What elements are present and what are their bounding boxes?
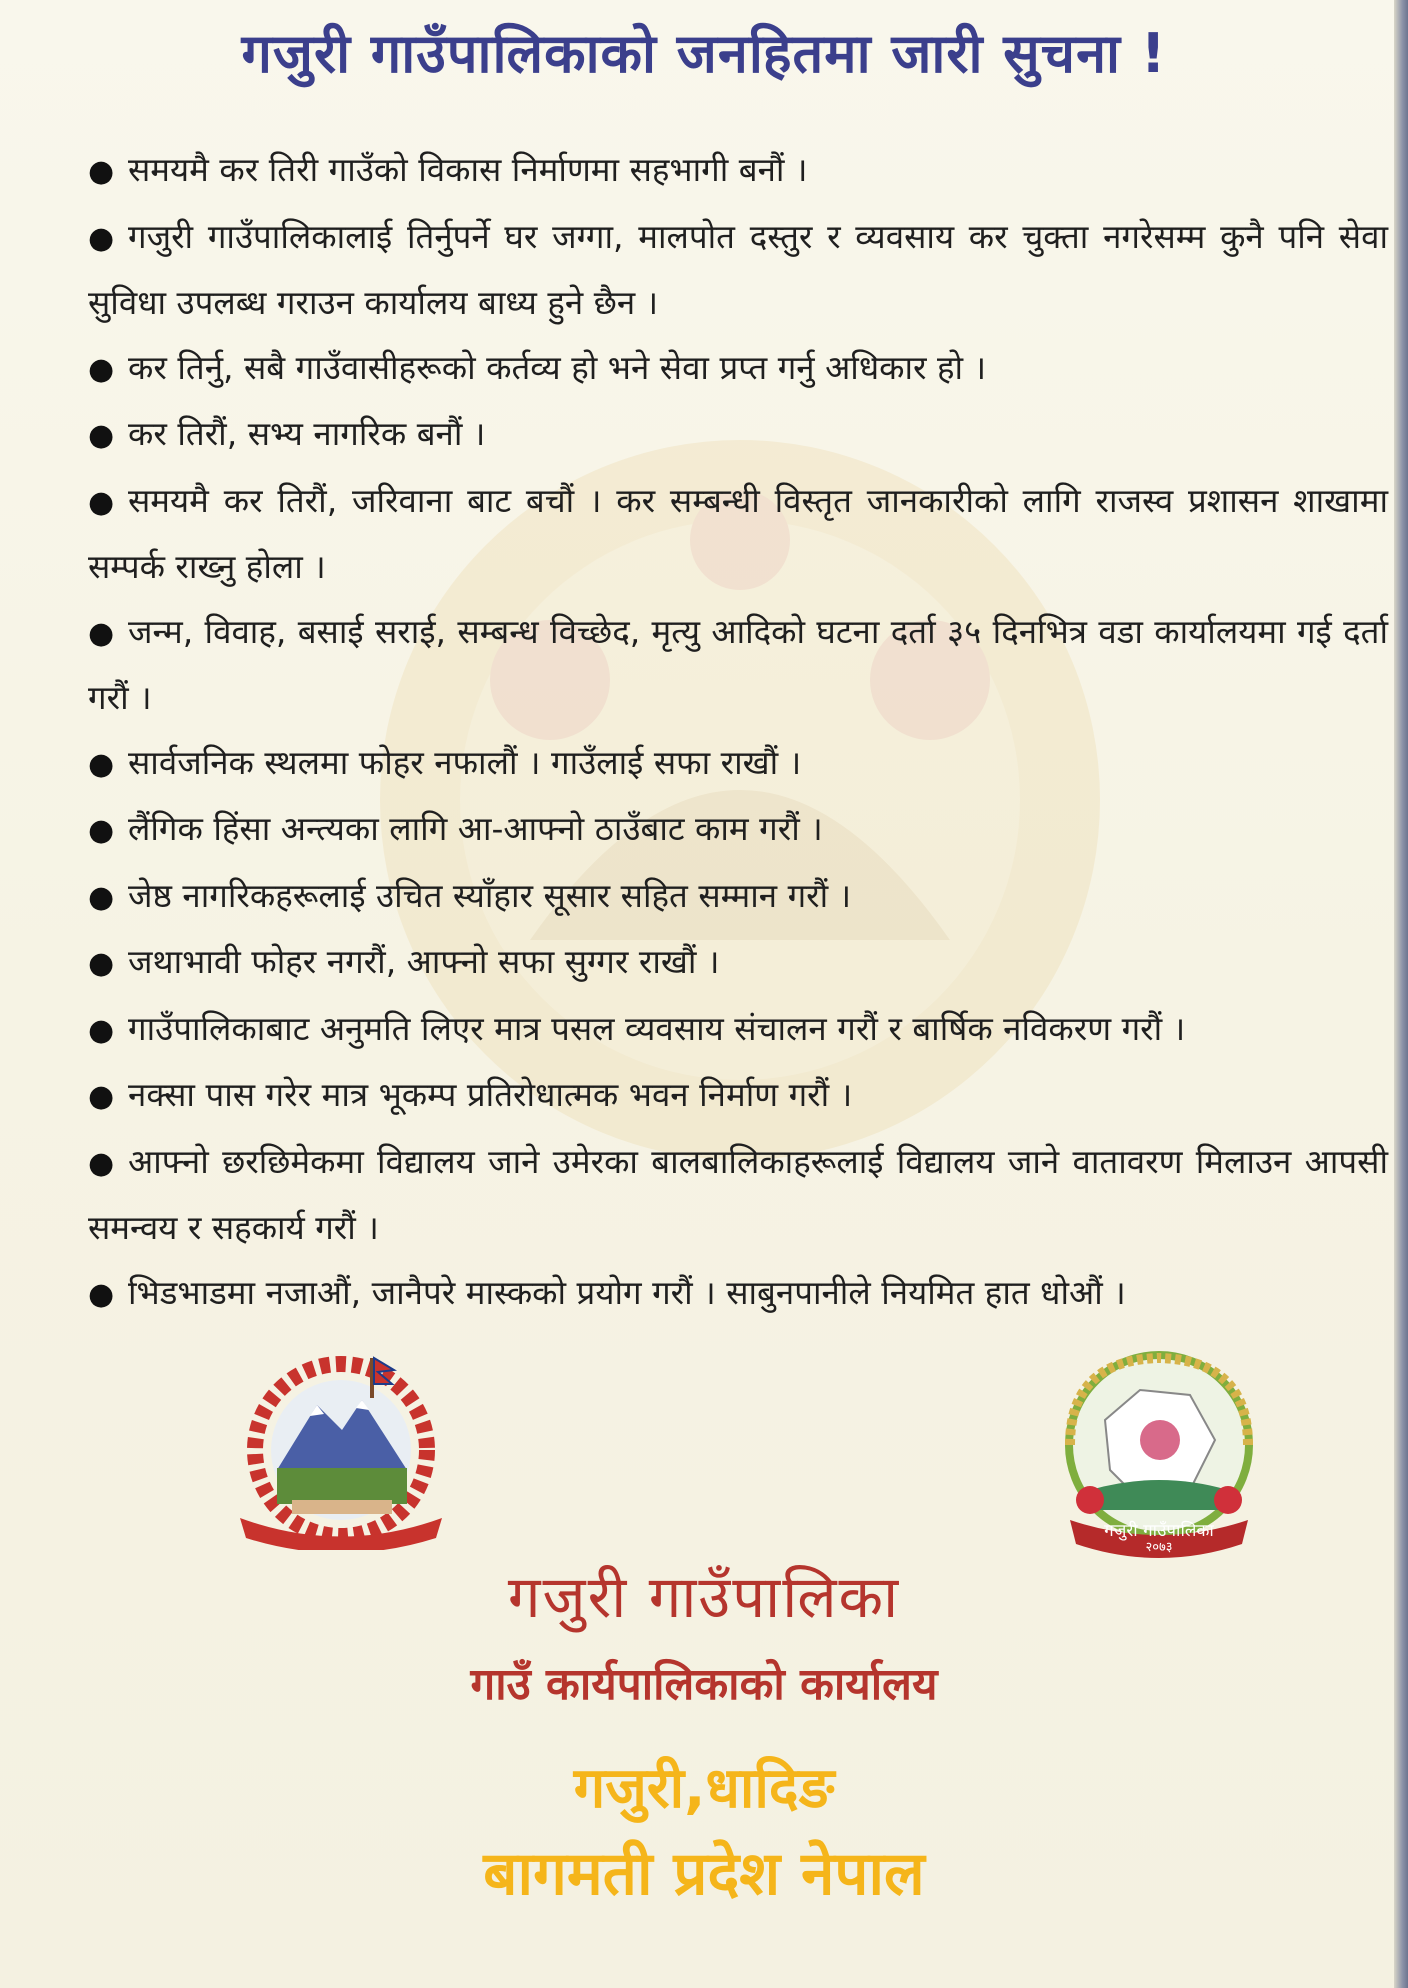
notice-text: कर तिर्नु, सबै गाउँवासीहरूको कर्तव्य हो भने सेवा प्रप्त गर्नु अधिकार हो । <box>128 347 987 387</box>
notice-text: आफ्नो छरछिमेकमा विद्यालय जाने उमेरका बालबालिकाहरूलाई विद्यालय जाने वातावरण मिलाउन आपसी समन्वय र सहकार्य गरौं । <box>88 1141 1388 1247</box>
list-item <box>88 864 1388 931</box>
notice-text: कर तिरौं, सभ्य नागरिक बनौं । <box>128 414 486 453</box>
notice-text: जेष्ठ नागरिकहरूलाई उचित स्याँहार सूसार सहित सम्मान गरौं । <box>128 875 852 915</box>
notice-text: जथाभावी फोहर नगरौं, आफ्नो सफा सुग्गर राखौं । <box>128 942 720 981</box>
bullet-icon: ● <box>88 154 115 189</box>
notice-text: नक्सा पास गरेर मात्र भूकम्प प्रतिरोधात्मक भवन निर्माण गरौं । <box>128 1075 853 1114</box>
notice-text: सार्वजनिक स्थलमा फोहर नफालौं । गाउँलाई सफा राखौं । <box>128 742 802 782</box>
bullet-icon: ● <box>88 220 115 256</box>
bullet-icon: ● <box>88 1145 115 1181</box>
address-province: बागमती प्रदेश नेपाल <box>483 1839 925 1909</box>
gajuri-municipality-logo <box>1050 1350 1268 1570</box>
bullet-icon: ● <box>88 1079 115 1114</box>
list-item <box>88 336 1388 403</box>
bullet-icon: ● <box>88 813 115 848</box>
notice-list <box>88 138 1388 1327</box>
bullet-icon: ● <box>88 946 115 981</box>
list-item <box>88 600 1388 731</box>
logo-caption: गजुरी गाउँपालिका <box>1104 1521 1214 1541</box>
notice-text: गजुरी गाउँपालिकालाई तिर्नुपर्ने घर जग्गा, मालपोत दस्तुर र व्यवसाय कर चुक्ता नगरेसम्म कुनै पनि सेवा सुविधा उपलब्ध गराउन कार्यालय बाध्य हुने छैन । <box>88 216 1388 322</box>
page-title: गजुरी गाउँपालिकाको जनहितमा जारी सुचना ! <box>241 22 1167 85</box>
bullet-icon: ● <box>88 1012 115 1048</box>
bullet-icon: ● <box>88 879 115 915</box>
list-item <box>88 205 1388 336</box>
list-item <box>88 930 1388 997</box>
list-item <box>88 1261 1388 1328</box>
municipality-name: गजुरी गाउँपालिका <box>507 1563 901 1631</box>
notice-text: लैंगिक हिंसा अन्त्यका लागि आ-आफ्नो ठाउँबाट काम गरौं । <box>128 809 823 848</box>
bullet-icon: ● <box>88 418 115 453</box>
list-item <box>88 469 1388 600</box>
list-item <box>88 997 1388 1064</box>
notice-text: भिडभाडमा नजाऔं, जानैपरे मास्कको प्रयोग गरौं । साबुनपानीले नियमित हात धोऔं । <box>128 1272 1126 1312</box>
list-item <box>88 402 1388 469</box>
notice-text: समयमै कर तिरौं, जरिवाना बाट बचौं । कर सम्बन्धी विस्तृत जानकारीको लागि राजस्व प्रशासन शाखामा सम्पर्क राख्नु होला । <box>88 480 1388 586</box>
office-name: गाउँ कार्यपालिकाको कार्यालय <box>470 1659 938 1710</box>
address-district: गजुरी,धादिङ <box>573 1756 835 1821</box>
list-item <box>88 138 1388 205</box>
bullet-icon: ● <box>88 1276 115 1312</box>
notice-text: जन्म, विवाह, बसाई सराई, सम्बन्ध विच्छेद, मृत्यु आदिको घटना दर्ता ३५ दिनभित्र वडा कार्यालयमा गई दर्ता गरौं । <box>88 611 1388 717</box>
bullet-icon: ● <box>88 351 115 387</box>
bullet-icon: ● <box>88 615 115 651</box>
notice-text: समयमै कर तिरी गाउँको विकास निर्माणमा सहभागी बनौं । <box>128 150 808 189</box>
list-item <box>88 1063 1388 1130</box>
nepal-coat-of-arms-icon <box>222 1350 460 1550</box>
notice-text: गाउँपालिकाबाट अनुमति लिएर मात्र पसल व्यवसाय संचालन गरौं र बार्षिक नविकरण गरौं । <box>128 1008 1186 1048</box>
bullet-icon: ● <box>88 746 115 782</box>
list-item <box>88 797 1388 864</box>
list-item <box>88 731 1388 798</box>
list-item <box>88 1130 1388 1261</box>
logo-year: २०७३ <box>1145 1540 1173 1555</box>
bullet-icon: ● <box>88 484 115 520</box>
